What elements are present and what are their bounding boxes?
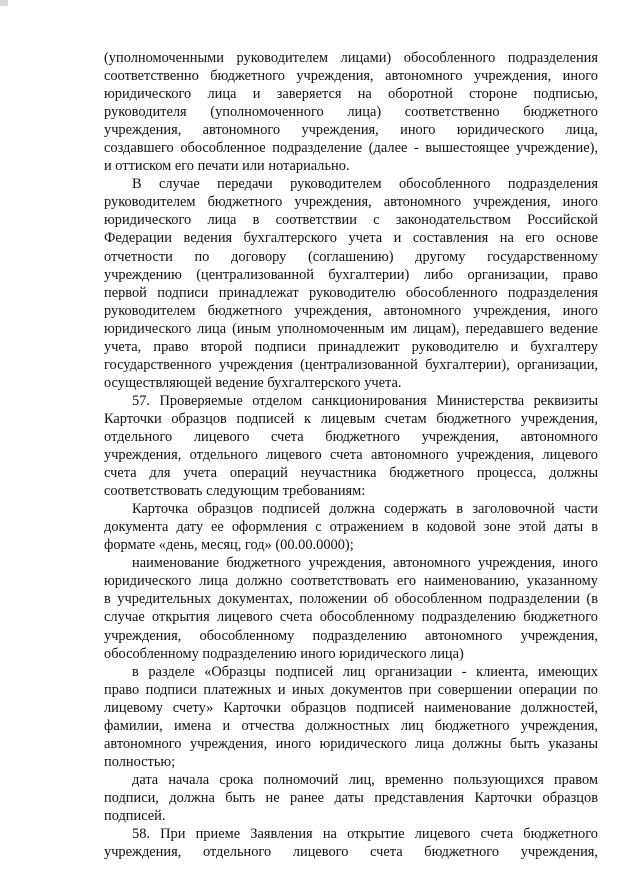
text-line: 57. Проверяемые отделом санкционирования Министерства реквизиты bbox=[132, 392, 598, 409]
text-line: учреждению (централизованной бухгалтерии) либо организации, право bbox=[104, 266, 598, 283]
text-line: соответственно бюджетного учреждения, автономного учреждения, иного bbox=[104, 68, 598, 85]
text-line: подписи, должна быть не ранее даты представления Карточки образцов bbox=[104, 789, 598, 806]
text-line: формате «день, месяц, год» (00.00.0000); bbox=[104, 537, 354, 554]
text-line: в разделе «Образцы подписей лиц организации - клиента, имеющих bbox=[132, 663, 598, 680]
text-line: учреждения, автономного учреждения, иного юридического лица, bbox=[104, 122, 598, 139]
text-line: юридического лица и заверяется на оборотной стороне подписью, bbox=[104, 86, 598, 103]
text-line: случае открытия лицевого счета обособленному подразделению бюджетного bbox=[104, 609, 598, 626]
text-line: дата начала срока полномочий лиц, временно пользующихся правом bbox=[132, 771, 598, 788]
text-line: юридического лица в соответствии с законодательством Российской bbox=[104, 212, 598, 229]
text-line: первой подписи принадлежат руководителю обособленного подразделения bbox=[104, 284, 598, 301]
text-line: учреждения, обособленному подразделению автономного учреждения, bbox=[104, 627, 598, 644]
text-line: 58. При приеме Заявления на открытие лицевого счета бюджетного bbox=[132, 826, 598, 843]
text-line: Карточка образцов подписей должна содержать в заголовочной части bbox=[132, 501, 598, 518]
text-line: обособленному подразделению иного юридического лица) bbox=[104, 645, 464, 662]
text-line: руководителем бюджетного учреждения, автономного учреждения, иного bbox=[104, 302, 598, 319]
text-line: осуществляющей ведение бухгалтерского учета. bbox=[104, 374, 402, 391]
text-line: юридического лица должно соответствовать его наименованию, указанному bbox=[104, 573, 598, 590]
text-line: учреждения, отдельного лицевого счета бюджетного учреждения, bbox=[104, 844, 598, 861]
text-line: право подписи платежных и иных документов при совершении операции по bbox=[104, 681, 598, 698]
text-line: соответствовать следующим требованиям: bbox=[104, 483, 366, 500]
text-line: лицевому счету» Карточки образцов подписей наименование должностей, bbox=[104, 699, 598, 716]
text-line: и оттиском его печати или нотариально. bbox=[104, 158, 350, 175]
text-line: Федерации ведения бухгалтерского учета и составления на его основе bbox=[104, 230, 598, 247]
text-line: фамилии, имена и отчества должностных лиц бюджетного учреждения, bbox=[104, 717, 598, 734]
document-body-text bbox=[104, 49, 598, 861]
text-line: наименование бюджетного учреждения, автономного учреждения, иного bbox=[132, 555, 598, 572]
text-line: автономного учреждения, иного юридического лица должны быть указаны bbox=[104, 735, 598, 752]
text-line: государственного учреждения (централизованной бухгалтерии), организации, bbox=[104, 356, 598, 373]
text-line: отчетности по договору (соглашению) другому государственному bbox=[104, 248, 598, 265]
text-line: счета для учета операций неучастника бюджетного процесса, должны bbox=[104, 465, 598, 482]
text-line: руководителя (уполномоченного лица) соответственно бюджетного bbox=[104, 104, 598, 121]
text-line: создавшего обособленное подразделение (далее - вышестоящее учреждение), bbox=[104, 140, 598, 157]
text-line: юридического лица (иным уполномоченным им лицам), передавшего ведение bbox=[104, 320, 598, 337]
text-line: (уполномоченными руководителем лицами) обособленного подразделения bbox=[104, 50, 598, 66]
text-line: руководителем бюджетного учреждения, автономного учреждения, иного bbox=[104, 194, 598, 211]
scan-corner-mark bbox=[0, 0, 8, 6]
text-line: документа дату ее оформления с отражением в кодовой зоне этой даты в bbox=[104, 519, 598, 536]
text-line: В случае передачи руководителем обособленного подразделения bbox=[132, 176, 598, 193]
text-line: учета, право второй подписи принадлежит руководителю и бухгалтеру bbox=[104, 338, 598, 355]
text-line: Карточки образцов подписей к лицевым счетам бюджетного учреждения, bbox=[104, 410, 598, 427]
text-line: учреждения, отдельного лицевого счета автономного учреждения, лицевого bbox=[104, 447, 598, 464]
text-line: полностью; bbox=[104, 753, 176, 770]
text-line: подписей. bbox=[104, 807, 166, 824]
text-line: отдельного лицевого счета бюджетного учреждения, автономного bbox=[104, 428, 598, 445]
text-line: в учредительных документах, положении об обособленном подразделении (в bbox=[104, 591, 598, 608]
